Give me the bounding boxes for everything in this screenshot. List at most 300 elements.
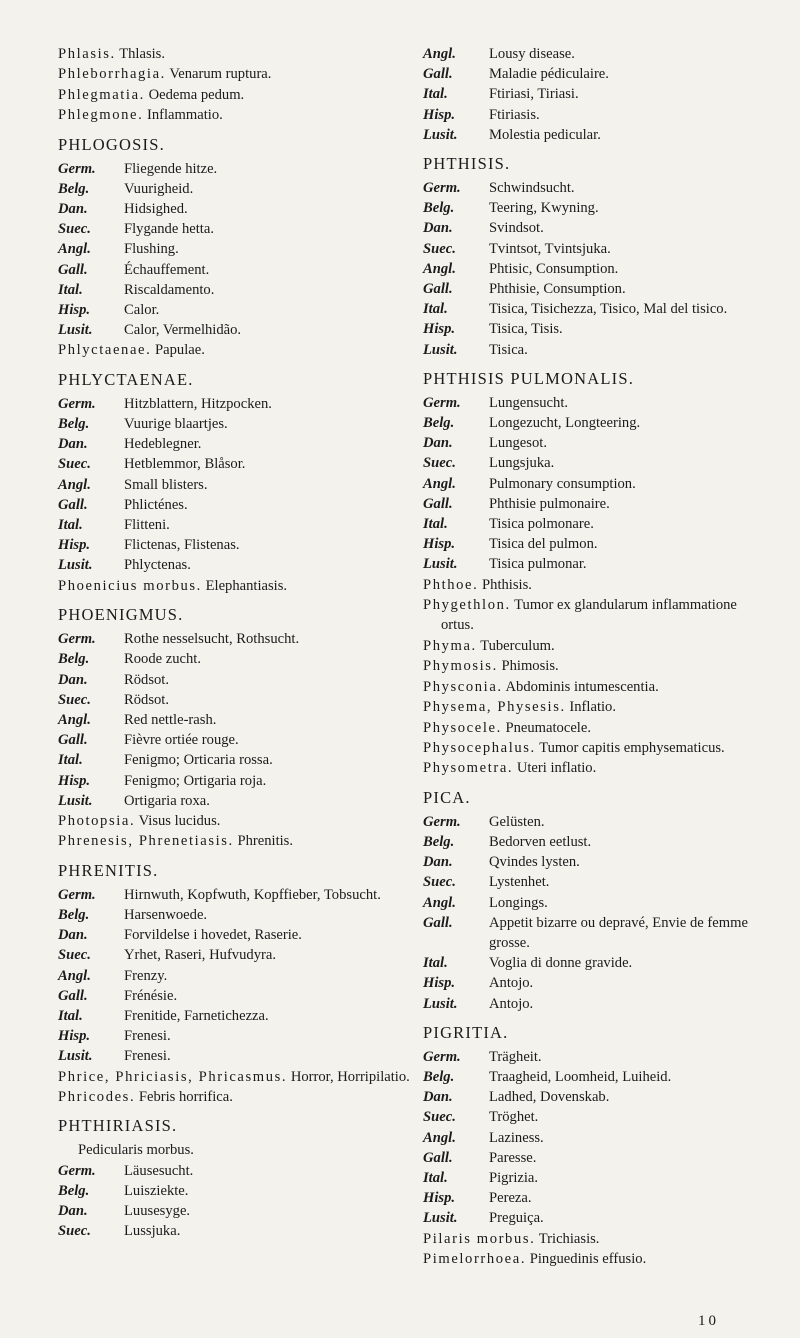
entry-term: Phygethlon.: [423, 597, 511, 614]
translation-row: [423, 953, 773, 973]
translation-text: Hitzblattern, Hitzpocken.: [124, 395, 272, 412]
cross-reference-entry: [423, 575, 773, 595]
translation-text: Läusesucht.: [124, 1162, 194, 1179]
entries-after-phrenitis: [58, 1067, 410, 1108]
language-label: Dan.: [423, 854, 453, 871]
translation-row: [423, 393, 773, 413]
translation-row: [423, 554, 773, 574]
translation-text: Fièvre ortiée rouge.: [124, 732, 239, 749]
language-label: Suec.: [423, 1109, 456, 1126]
entry-definition: Febris horrifica.: [138, 1088, 233, 1105]
language-label: Hisp.: [423, 106, 456, 123]
language-label: Dan.: [423, 1089, 453, 1106]
language-label: Hisp.: [58, 537, 91, 554]
translation-text: Frenitide, Farnetichezza.: [124, 1007, 269, 1024]
translation-text: Schwindsucht.: [489, 180, 575, 197]
translation-text: Yrhet, Raseri, Hufvudyra.: [124, 947, 276, 964]
translation-row: [58, 986, 410, 1006]
language-label: Angl.: [423, 46, 456, 62]
cross-reference-entry: [423, 636, 773, 656]
translation-text: Tvintsot, Tvintsjuka.: [489, 240, 611, 257]
language-label: Gall.: [58, 261, 88, 278]
translation-row: [423, 239, 773, 259]
heading-phlyctaenae: PHLYCTAENAE.: [58, 369, 194, 389]
language-label: Ital.: [423, 516, 448, 533]
language-label: Lusit.: [423, 126, 458, 143]
translation-row: [423, 832, 773, 852]
language-label: Suec.: [58, 947, 91, 964]
language-label: Hisp.: [423, 1190, 456, 1207]
cross-reference-entry: [58, 1067, 410, 1087]
translation-row: [423, 44, 773, 64]
translation-row: [58, 629, 410, 649]
translation-row: [58, 260, 410, 280]
translation-text: Bedorven eetlust.: [489, 833, 592, 850]
translation-row: [58, 454, 410, 474]
pica-rows: [423, 812, 773, 1014]
entry-definition: Venarum ruptura.: [169, 66, 272, 83]
cross-reference-entry: [423, 718, 773, 738]
phoenigmus-rows: [58, 629, 410, 811]
entry-term: Physconia.: [423, 678, 503, 695]
entry-definition: Inflatio.: [569, 699, 616, 716]
translation-row: [58, 414, 410, 434]
translation-text: Phlyctenas.: [124, 557, 191, 574]
translation-row: [423, 64, 773, 84]
translation-text: Pulmonary consumption.: [489, 475, 636, 492]
language-label: Suec.: [58, 456, 91, 473]
translation-text: Roode zucht.: [124, 651, 202, 668]
translation-text: Antojo.: [489, 975, 534, 992]
language-label: Ital.: [58, 281, 83, 298]
translation-text: Frenzy.: [124, 967, 168, 984]
translation-text: Ftiriasi, Tiriasi.: [489, 86, 579, 103]
translation-row: [423, 1047, 773, 1067]
cross-reference-entry: [423, 1249, 773, 1269]
translation-row: [58, 690, 410, 710]
translation-text: Forvildelse i hovedet, Raserie.: [124, 927, 302, 944]
entry-definition: Abdominis intumescentia.: [505, 678, 659, 695]
language-label: Gall.: [58, 987, 88, 1004]
entry-phlyctaenae-ref: [58, 340, 410, 360]
translation-row: [58, 280, 410, 300]
entry-definition: Visus lucidus.: [138, 812, 221, 829]
language-label: Belg.: [58, 1182, 90, 1199]
entry-definition: Horror, Horripilatio.: [290, 1068, 410, 1085]
translation-row: [423, 340, 773, 360]
entry-term: Phrice, Phriciasis, Phricasmus.: [58, 1068, 288, 1085]
entry-term: Phlegmone.: [58, 107, 144, 124]
phlogosis-rows: [58, 159, 410, 341]
entry-definition: Phrenitis.: [237, 833, 294, 850]
entry-term: Phlyctaenae.: [58, 342, 152, 359]
phthiriasis-rows: [58, 1161, 410, 1242]
language-label: Angl.: [58, 711, 91, 728]
translation-text: Frenesi.: [124, 1028, 171, 1045]
entry-definition: Tuberculum.: [480, 637, 555, 654]
translation-row: [423, 218, 773, 238]
entry-definition: Pinguedinis effusio.: [529, 1251, 647, 1267]
language-label: Belg.: [423, 1068, 455, 1085]
language-label: Belg.: [423, 415, 455, 432]
language-label: Gall.: [423, 914, 453, 931]
language-label: Lusit.: [423, 341, 458, 358]
cross-reference-entry: [423, 758, 773, 778]
translation-row: [58, 434, 410, 454]
phthiriasis-continued-rows: [423, 44, 773, 145]
language-label: Dan.: [423, 435, 453, 452]
entry-term: Phoenicius morbus.: [58, 577, 202, 594]
language-label: Belg.: [58, 416, 90, 433]
translation-text: Phthisie, Consumption.: [489, 281, 626, 298]
translation-text: Tisica, Tisichezza, Tisico, Mal del tisico.: [489, 301, 728, 318]
translation-text: Frénésie.: [124, 987, 178, 1004]
translation-text: Tröghet.: [489, 1109, 539, 1126]
translation-text: Tisica pulmonar.: [489, 556, 587, 573]
translation-row: [58, 475, 410, 495]
entry-term: Phlegmatia.: [58, 86, 145, 103]
language-label: Ital.: [58, 752, 83, 769]
language-label: Gall.: [423, 66, 453, 83]
entries-after-pigritia: [423, 1229, 773, 1270]
translation-text: Antojo.: [489, 995, 534, 1012]
translation-row: [58, 515, 410, 535]
language-label: Gall.: [58, 732, 88, 749]
entry-term: Physocele.: [423, 719, 502, 736]
translation-text: Frenesi.: [124, 1048, 171, 1065]
translation-row: [58, 1046, 410, 1066]
language-label: Angl.: [423, 475, 456, 492]
translation-row: [58, 905, 410, 925]
language-label: Belg.: [58, 906, 90, 923]
translation-text: Paresse.: [489, 1149, 537, 1166]
entry-definition: Inflammatio.: [146, 107, 223, 124]
translation-text: Calor.: [124, 302, 160, 319]
translation-text: Preguiça.: [489, 1210, 544, 1227]
translation-text: Traagheid, Loomheid, Luiheid.: [489, 1068, 672, 1085]
entry-definition: Tumor capitis emphysematicus.: [539, 739, 725, 756]
cross-reference-entry: [58, 64, 410, 84]
translation-text: Maladie pédiculaire.: [489, 66, 609, 83]
translation-text: Hidsighed.: [124, 201, 188, 218]
translation-row: [58, 320, 410, 340]
translation-row: [58, 199, 410, 219]
language-label: Gall.: [423, 1149, 453, 1166]
language-label: Dan.: [58, 671, 88, 688]
entry-definition: Papulae.: [155, 342, 205, 359]
translation-row: [58, 495, 410, 515]
language-label: Suec.: [423, 874, 456, 891]
entry-definition: Trichiasis.: [538, 1230, 600, 1247]
translation-row: [423, 1188, 773, 1208]
translation-row: [58, 885, 410, 905]
translation-row: [423, 994, 773, 1014]
translation-text: Longezucht, Longteering.: [489, 415, 641, 432]
language-label: Hisp.: [58, 302, 91, 319]
language-label: Hisp.: [58, 1028, 91, 1045]
translation-row: [58, 945, 410, 965]
entry-term: Physocephalus.: [423, 739, 536, 756]
translation-row: [58, 219, 410, 239]
translation-row: [58, 1181, 410, 1201]
cross-reference-entry: [423, 1229, 773, 1249]
entry-term: Phlasis.: [58, 46, 116, 62]
language-label: Belg.: [58, 651, 90, 668]
language-label: Germ.: [423, 394, 461, 411]
heading-phlogosis: PHLOGOSIS.: [58, 134, 165, 154]
language-label: Germ.: [58, 160, 96, 177]
translation-text: Svindsot.: [489, 220, 544, 237]
language-label: Ital.: [58, 1007, 83, 1024]
translation-row: [423, 514, 773, 534]
translation-text: Phlicténes.: [124, 496, 188, 513]
translation-text: Flygande hetta.: [124, 221, 214, 238]
entries-after-phoenigmus: [58, 811, 410, 852]
heading-phthiriasis: PHTHIRIASIS.: [58, 1116, 178, 1136]
translation-text: Red nettle-rash.: [124, 711, 217, 728]
translation-text: Fenigmo; Orticaria rossa.: [124, 752, 273, 769]
translation-text: Luusesyge.: [124, 1203, 191, 1220]
translation-text: Lystenhet.: [489, 874, 550, 891]
translation-row: [58, 239, 410, 259]
translation-row: [58, 710, 410, 730]
translation-row: [423, 433, 773, 453]
translation-row: [58, 730, 410, 750]
translation-text: Ortigaria roxa.: [124, 792, 210, 809]
translation-text: Hetblemmor, Blåsor.: [124, 456, 246, 473]
heading-pigritia: PIGRITIA.: [423, 1022, 509, 1042]
translation-text: Longings.: [489, 894, 548, 911]
translation-row: [423, 534, 773, 554]
translation-text: Pigrizia.: [489, 1169, 539, 1186]
translation-row: [423, 893, 773, 913]
translation-text: Tisica polmonare.: [489, 516, 594, 533]
translation-row: [423, 1128, 773, 1148]
translation-row: [423, 125, 773, 145]
translation-text: Ftiriasis.: [489, 106, 540, 123]
language-label: Dan.: [58, 927, 88, 944]
right-column: [423, 44, 773, 1269]
translation-text: Fenigmo; Ortigaria roja.: [124, 772, 267, 789]
entries-after-pulmonalis: [423, 575, 773, 779]
phthisis-rows: [423, 178, 773, 360]
translation-row: [423, 105, 773, 125]
cross-reference-entry: [58, 1087, 410, 1107]
cross-reference-entry: [58, 831, 410, 851]
translation-row: [423, 474, 773, 494]
translation-text: Rödsot.: [124, 671, 170, 688]
translation-text: Hirnwuth, Kopfwuth, Kopffieber, Tobsucht.: [124, 886, 381, 903]
translation-row: [58, 179, 410, 199]
language-label: Germ.: [423, 1048, 461, 1065]
entry-definition: Tumor ex glandularum inflammatione ortus.: [441, 597, 737, 634]
language-label: Lusit.: [423, 556, 458, 573]
translation-text: Ladhed, Dovenskab.: [489, 1089, 610, 1106]
subtitle-phthiriasis: Pedicularis morbus.: [78, 1142, 194, 1159]
heading-pica: PICA.: [423, 787, 471, 807]
translation-text: Harsenwoede.: [124, 906, 208, 923]
translation-row: [58, 925, 410, 945]
translation-row: [423, 1107, 773, 1127]
translation-row: [58, 1006, 410, 1026]
language-label: Germ.: [58, 631, 96, 648]
translation-row: [423, 453, 773, 473]
translation-text: Small blisters.: [124, 476, 208, 493]
language-label: Ital.: [423, 1169, 448, 1186]
language-label: Lusit.: [58, 1048, 93, 1065]
entry-definition: Uteri inflatio.: [516, 760, 597, 777]
translation-row: [423, 279, 773, 299]
language-label: Lusit.: [423, 1210, 458, 1227]
translation-text: Lungesot.: [489, 435, 547, 452]
cross-reference-entry: [58, 85, 410, 105]
language-label: Hisp.: [423, 975, 456, 992]
translation-text: Tisica, Tisis.: [489, 321, 563, 338]
translation-row: [58, 535, 410, 555]
translation-row: [423, 1148, 773, 1168]
translation-row: [58, 1221, 410, 1241]
cross-reference-entry: [58, 340, 410, 360]
pigritia-rows: [423, 1047, 773, 1229]
cross-reference-entry: [58, 44, 410, 64]
translation-row: [58, 300, 410, 320]
translation-text: Lungensucht.: [489, 394, 569, 411]
translation-row: [58, 649, 410, 669]
entry-term: Phyma.: [423, 637, 477, 654]
language-label: Germ.: [58, 886, 96, 903]
translation-row: [423, 973, 773, 993]
entry-phoenicius-ref: [58, 576, 410, 596]
translation-text: Flushing.: [124, 241, 179, 258]
translation-text: Hedeblegner.: [124, 436, 202, 453]
entry-term: Phrenesis, Phrenetiasis.: [58, 833, 234, 850]
phrenitis-rows: [58, 885, 410, 1067]
translation-row: [423, 1067, 773, 1087]
translation-row: [423, 84, 773, 104]
entry-term: Pimelorrhoea.: [423, 1251, 527, 1267]
phthisis-pulmonalis-rows: [423, 393, 773, 575]
translation-text: Lungsjuka.: [489, 455, 555, 472]
language-label: Belg.: [58, 180, 90, 197]
heading-phrenitis: PHRENITIS.: [58, 860, 159, 880]
translation-text: Pereza.: [489, 1190, 532, 1207]
translation-text: Laziness.: [489, 1129, 544, 1146]
entry-definition: Oedema pedum.: [148, 86, 245, 103]
cross-reference-entry: [423, 738, 773, 758]
language-label: Suec.: [58, 1223, 91, 1240]
language-label: Dan.: [423, 220, 453, 237]
translation-text: Teering, Kwyning.: [489, 200, 599, 217]
language-label: Angl.: [423, 260, 456, 277]
entry-term: Physema, Physesis.: [423, 699, 566, 716]
translation-text: Échauffement.: [124, 261, 210, 278]
translation-row: [58, 1161, 410, 1181]
translation-row: [423, 1168, 773, 1188]
translation-row: [423, 198, 773, 218]
translation-row: [58, 966, 410, 986]
language-label: Angl.: [423, 1129, 456, 1146]
translation-text: Calor, Vermelhidão.: [124, 322, 242, 339]
translation-text: Flictenas, Flistenas.: [124, 537, 240, 554]
translation-row: [423, 852, 773, 872]
language-label: Germ.: [58, 395, 96, 412]
translation-text: Rothe nesselsucht, Rothsucht.: [124, 631, 300, 648]
language-label: Germ.: [423, 180, 461, 197]
translation-text: Gelüsten.: [489, 813, 545, 830]
language-label: Gall.: [423, 495, 453, 512]
language-label: Germ.: [58, 1162, 96, 1179]
language-label: Angl.: [423, 894, 456, 911]
translation-text: Flitteni.: [124, 517, 170, 534]
translation-text: Lussjuka.: [124, 1223, 181, 1240]
cross-reference-entry: [58, 105, 410, 125]
translation-row: [423, 494, 773, 514]
translation-text: Lousy disease.: [489, 46, 575, 62]
translation-text: Tisica del pulmon.: [489, 536, 598, 553]
translation-row: [423, 913, 773, 953]
translation-text: Fliegende hitze.: [124, 160, 218, 177]
translation-row: [423, 1208, 773, 1228]
page-number: 10: [698, 1313, 719, 1329]
translation-text: Tisica.: [489, 341, 528, 358]
translation-text: Qvindes lysten.: [489, 854, 580, 871]
language-label: Lusit.: [58, 792, 93, 809]
language-label: Suec.: [58, 691, 91, 708]
language-label: Dan.: [58, 201, 88, 218]
cross-reference-entry: [423, 677, 773, 697]
translation-row: [58, 791, 410, 811]
entry-definition: Phthisis.: [482, 576, 532, 593]
cross-reference-entry: [423, 656, 773, 676]
translation-row: [58, 394, 410, 414]
language-label: Dan.: [58, 1203, 88, 1220]
translation-row: [58, 1201, 410, 1221]
language-label: Gall.: [58, 496, 88, 513]
translation-row: [58, 750, 410, 770]
entry-term: Phthoe.: [423, 576, 479, 593]
language-label: Ital.: [423, 955, 448, 972]
language-label: Belg.: [423, 200, 455, 217]
entry-definition: Pneumatocele.: [505, 719, 591, 736]
entry-term: Phymosis.: [423, 658, 498, 675]
translation-text: Voglia di donne gravide.: [489, 955, 633, 972]
language-label: Suec.: [423, 240, 456, 257]
language-label: Gall.: [423, 281, 453, 298]
entry-definition: Elephantiasis.: [205, 577, 288, 594]
translation-row: [423, 872, 773, 892]
language-label: Suec.: [423, 455, 456, 472]
language-label: Lusit.: [58, 322, 93, 339]
translation-row: [423, 319, 773, 339]
language-label: Germ.: [423, 813, 461, 830]
translation-text: Riscaldamento.: [124, 281, 215, 298]
language-label: Lusit.: [58, 557, 93, 574]
language-label: Belg.: [423, 833, 455, 850]
entry-term: Photopsia.: [58, 812, 136, 829]
heading-phthisis-pulmonalis: PHTHISIS PULMONALIS.: [423, 368, 635, 388]
translation-row: [423, 259, 773, 279]
entry-term: Phricodes.: [58, 1088, 136, 1105]
phlyctaenae-rows: [58, 394, 410, 576]
translation-text: Phthisie pulmonaire.: [489, 495, 610, 512]
translation-row: [58, 771, 410, 791]
translation-text: Phtisic, Consumption.: [489, 260, 619, 277]
heading-phthisis: PHTHISIS.: [423, 154, 511, 174]
language-label: Hisp.: [423, 536, 456, 553]
translation-text: Trägheit.: [489, 1048, 542, 1065]
language-label: Hisp.: [58, 772, 91, 789]
translation-text: Luisziekte.: [124, 1182, 189, 1199]
